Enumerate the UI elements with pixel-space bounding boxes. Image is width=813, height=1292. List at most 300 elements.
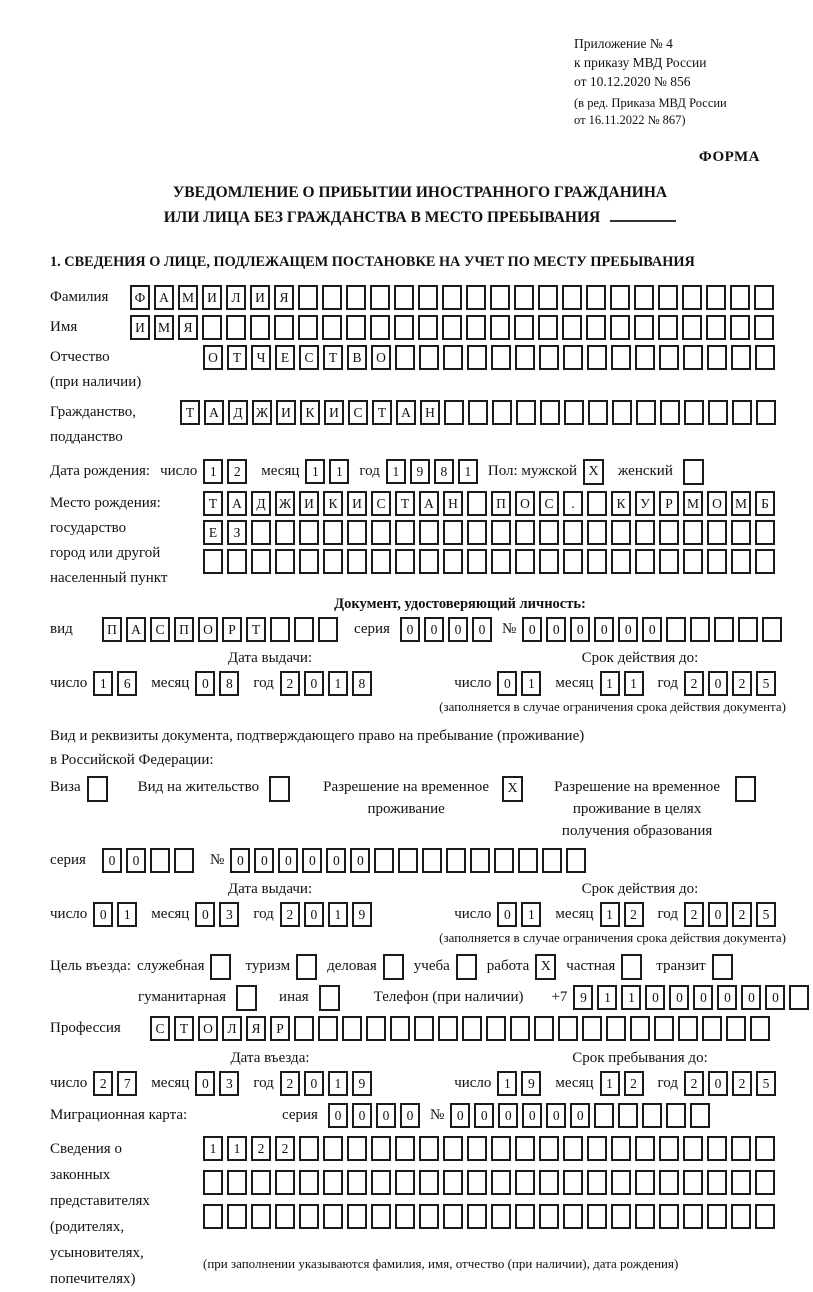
birthdate-month-boxes[interactable] (305, 459, 353, 484)
form-cell[interactable]: 0 (522, 1103, 542, 1128)
form-cell[interactable]: М (154, 315, 174, 340)
form-cell[interactable]: И (276, 400, 296, 425)
form-cell[interactable]: Н (420, 400, 440, 425)
form-cell[interactable]: 0 (570, 1103, 590, 1128)
form-cell[interactable] (418, 315, 438, 340)
form-cell[interactable] (738, 617, 758, 642)
form-cell[interactable]: 0 (400, 617, 420, 642)
migcard-series-boxes[interactable] (328, 1103, 424, 1128)
form-cell[interactable] (275, 549, 295, 574)
form-cell[interactable] (654, 1016, 674, 1041)
form-cell[interactable] (419, 1170, 439, 1195)
form-cell[interactable] (491, 549, 511, 574)
form-cell[interactable] (370, 285, 390, 310)
form-cell[interactable] (539, 549, 559, 574)
form-cell[interactable]: 1 (458, 459, 478, 484)
form-cell[interactable]: 1 (329, 459, 349, 484)
form-cell[interactable]: 0 (230, 848, 250, 873)
form-cell[interactable]: С (150, 1016, 170, 1041)
form-cell[interactable] (789, 985, 809, 1010)
form-cell[interactable]: 2 (732, 1071, 752, 1096)
option-residence-checkbox[interactable] (269, 776, 294, 802)
form-cell[interactable]: Л (226, 285, 246, 310)
form-cell[interactable]: С (539, 491, 559, 516)
form-cell[interactable] (755, 549, 775, 574)
staydoc-issue-month[interactable] (195, 902, 243, 927)
form-cell[interactable]: 8 (352, 671, 372, 696)
form-cell[interactable]: . (563, 491, 583, 516)
form-cell[interactable] (635, 549, 655, 574)
form-cell[interactable] (443, 1204, 463, 1229)
form-cell[interactable]: 6 (117, 671, 137, 696)
form-cell[interactable] (490, 285, 510, 310)
form-cell[interactable]: 0 (304, 1071, 324, 1096)
form-cell[interactable]: И (299, 491, 319, 516)
form-cell[interactable]: Т (372, 400, 392, 425)
form-cell[interactable] (587, 1170, 607, 1195)
staydoc-issue-day[interactable] (93, 902, 141, 927)
form-cell[interactable]: 2 (280, 1071, 300, 1096)
form-cell[interactable]: Т (246, 617, 266, 642)
option-rvp-checkbox[interactable] (502, 776, 527, 802)
form-cell[interactable] (666, 1103, 686, 1128)
form-cell[interactable]: 0 (642, 617, 662, 642)
form-cell[interactable] (87, 776, 108, 802)
form-cell[interactable] (467, 491, 487, 516)
form-cell[interactable]: П (102, 617, 122, 642)
form-cell[interactable]: 2 (684, 902, 704, 927)
form-cell[interactable] (318, 1016, 338, 1041)
form-cell[interactable]: 9 (410, 459, 430, 484)
form-cell[interactable] (539, 520, 559, 545)
form-cell[interactable]: Е (275, 345, 295, 370)
form-cell[interactable] (539, 1170, 559, 1195)
form-cell[interactable]: И (202, 285, 222, 310)
surname-boxes[interactable] (130, 285, 778, 310)
form-cell[interactable]: 0 (645, 985, 665, 1010)
form-cell[interactable]: Р (270, 1016, 290, 1041)
form-cell[interactable] (587, 491, 607, 516)
form-cell[interactable] (515, 345, 535, 370)
form-cell[interactable]: М (683, 491, 703, 516)
form-cell[interactable] (275, 1170, 295, 1195)
form-cell[interactable] (621, 954, 642, 980)
form-cell[interactable]: З (227, 520, 247, 545)
sex-male-checkbox[interactable] (583, 459, 608, 485)
form-cell[interactable]: Т (174, 1016, 194, 1041)
form-cell[interactable] (418, 285, 438, 310)
form-cell[interactable] (708, 400, 728, 425)
form-cell[interactable] (374, 848, 394, 873)
form-cell[interactable] (566, 848, 586, 873)
form-cell[interactable] (587, 345, 607, 370)
form-cell[interactable] (438, 1016, 458, 1041)
form-cell[interactable] (510, 1016, 530, 1041)
form-cell[interactable] (466, 315, 486, 340)
form-cell[interactable]: 0 (254, 848, 274, 873)
form-cell[interactable]: 0 (693, 985, 713, 1010)
form-cell[interactable]: А (154, 285, 174, 310)
form-cell[interactable]: О (203, 345, 223, 370)
form-cell[interactable]: 1 (203, 1136, 223, 1161)
form-cell[interactable]: 1 (117, 902, 137, 927)
form-cell[interactable] (515, 1204, 535, 1229)
form-cell[interactable]: 0 (350, 848, 370, 873)
form-cell[interactable] (470, 848, 490, 873)
form-cell[interactable] (275, 1204, 295, 1229)
form-cell[interactable] (534, 1016, 554, 1041)
form-cell[interactable] (443, 1136, 463, 1161)
form-cell[interactable] (371, 1204, 391, 1229)
form-cell[interactable]: К (300, 400, 320, 425)
form-cell[interactable] (203, 1170, 223, 1195)
form-cell[interactable] (563, 549, 583, 574)
form-cell[interactable]: 1 (521, 671, 541, 696)
form-cell[interactable] (682, 285, 702, 310)
form-cell[interactable]: 1 (203, 459, 223, 484)
form-cell[interactable] (542, 848, 562, 873)
representatives-boxes-row2[interactable] (203, 1170, 779, 1195)
form-cell[interactable] (714, 617, 734, 642)
form-cell[interactable] (371, 520, 391, 545)
form-cell[interactable]: 0 (326, 848, 346, 873)
form-cell[interactable] (762, 617, 782, 642)
form-cell[interactable] (678, 1016, 698, 1041)
form-cell[interactable] (251, 1204, 271, 1229)
form-cell[interactable]: 2 (93, 1071, 113, 1096)
form-cell[interactable]: 1 (227, 1136, 247, 1161)
form-cell[interactable] (563, 1170, 583, 1195)
form-cell[interactable] (371, 549, 391, 574)
form-cell[interactable]: У (635, 491, 655, 516)
form-cell[interactable] (486, 1016, 506, 1041)
form-cell[interactable]: 0 (669, 985, 689, 1010)
form-cell[interactable]: И (130, 315, 150, 340)
form-cell[interactable]: 0 (594, 617, 614, 642)
form-cell[interactable] (419, 1204, 439, 1229)
form-cell[interactable] (735, 776, 756, 802)
form-cell[interactable]: С (371, 491, 391, 516)
form-cell[interactable] (563, 1204, 583, 1229)
form-cell[interactable] (318, 617, 338, 642)
form-cell[interactable] (466, 285, 486, 310)
form-cell[interactable] (562, 315, 582, 340)
form-cell[interactable] (707, 1204, 727, 1229)
form-cell[interactable] (754, 315, 774, 340)
form-cell[interactable] (731, 549, 751, 574)
form-cell[interactable] (611, 345, 631, 370)
form-cell[interactable] (540, 400, 560, 425)
form-cell[interactable] (298, 285, 318, 310)
form-cell[interactable] (394, 285, 414, 310)
form-cell[interactable] (494, 848, 514, 873)
form-cell[interactable] (390, 1016, 410, 1041)
form-cell[interactable] (323, 1136, 343, 1161)
form-cell[interactable]: 9 (352, 902, 372, 927)
form-cell[interactable] (371, 1136, 391, 1161)
form-cell[interactable] (690, 617, 710, 642)
form-cell[interactable]: 3 (219, 902, 239, 927)
form-cell[interactable] (635, 520, 655, 545)
form-cell[interactable]: М (731, 491, 751, 516)
form-cell[interactable] (227, 1204, 247, 1229)
form-cell[interactable]: О (198, 1016, 218, 1041)
form-cell[interactable]: 0 (498, 1103, 518, 1128)
form-cell[interactable]: 0 (448, 617, 468, 642)
iddoc-number-boxes[interactable] (522, 617, 786, 642)
form-cell[interactable] (562, 285, 582, 310)
form-cell[interactable]: А (396, 400, 416, 425)
iddoc-issue-day[interactable] (93, 671, 141, 696)
form-cell[interactable] (323, 520, 343, 545)
form-cell[interactable] (707, 549, 727, 574)
citizenship-boxes[interactable] (180, 400, 780, 425)
form-cell[interactable]: 9 (352, 1071, 372, 1096)
form-cell[interactable]: 0 (741, 985, 761, 1010)
form-cell[interactable] (346, 315, 366, 340)
form-cell[interactable] (618, 1103, 638, 1128)
form-cell[interactable] (467, 345, 487, 370)
form-cell[interactable] (635, 345, 655, 370)
form-cell[interactable]: 2 (227, 459, 247, 484)
purpose-study-checkbox[interactable] (456, 954, 481, 980)
form-cell[interactable]: 0 (304, 902, 324, 927)
form-cell[interactable] (443, 520, 463, 545)
form-cell[interactable]: Я (178, 315, 198, 340)
form-cell[interactable]: 0 (474, 1103, 494, 1128)
form-cell[interactable] (467, 549, 487, 574)
form-cell[interactable] (467, 1204, 487, 1229)
form-cell[interactable] (706, 315, 726, 340)
staydoc-number-boxes[interactable] (230, 848, 590, 873)
form-cell[interactable] (587, 1204, 607, 1229)
form-cell[interactable]: О (707, 491, 727, 516)
form-cell[interactable]: Т (227, 345, 247, 370)
form-cell[interactable]: К (323, 491, 343, 516)
purpose-private-checkbox[interactable] (621, 954, 646, 980)
form-cell[interactable] (634, 315, 654, 340)
form-cell[interactable] (635, 1170, 655, 1195)
form-cell[interactable] (419, 1136, 439, 1161)
form-cell[interactable]: Д (228, 400, 248, 425)
purpose-transit-checkbox[interactable] (712, 954, 737, 980)
form-cell[interactable] (422, 848, 442, 873)
form-cell[interactable]: 9 (573, 985, 593, 1010)
form-cell[interactable]: 2 (624, 902, 644, 927)
form-cell[interactable]: Т (203, 491, 223, 516)
form-cell[interactable]: Д (251, 491, 271, 516)
form-cell[interactable]: 0 (328, 1103, 348, 1128)
stay-until-month[interactable] (600, 1071, 648, 1096)
form-cell[interactable] (563, 345, 583, 370)
purpose-tourism-checkbox[interactable] (296, 954, 321, 980)
form-cell[interactable] (539, 1136, 559, 1161)
form-cell[interactable] (294, 617, 314, 642)
iddoc-valid-year[interactable] (684, 671, 780, 696)
form-cell[interactable]: 0 (717, 985, 737, 1010)
form-cell[interactable] (610, 285, 630, 310)
form-cell[interactable] (538, 315, 558, 340)
form-cell[interactable]: 2 (684, 1071, 704, 1096)
form-cell[interactable] (731, 1170, 751, 1195)
form-cell[interactable]: Л (222, 1016, 242, 1041)
form-cell[interactable]: 0 (93, 902, 113, 927)
form-cell[interactable] (659, 1136, 679, 1161)
form-cell[interactable] (539, 1204, 559, 1229)
form-cell[interactable] (707, 1170, 727, 1195)
form-cell[interactable] (446, 848, 466, 873)
form-cell[interactable] (323, 1170, 343, 1195)
form-cell[interactable] (659, 1170, 679, 1195)
form-cell[interactable] (515, 1136, 535, 1161)
form-cell[interactable] (275, 520, 295, 545)
birthplace-boxes-row3[interactable] (203, 549, 779, 574)
form-cell[interactable]: 1 (521, 902, 541, 927)
form-cell[interactable] (299, 549, 319, 574)
form-cell[interactable]: X (502, 776, 523, 802)
form-cell[interactable] (236, 985, 257, 1011)
form-cell[interactable] (683, 520, 703, 545)
form-cell[interactable]: 0 (126, 848, 146, 873)
form-cell[interactable] (563, 520, 583, 545)
form-cell[interactable] (515, 1170, 535, 1195)
form-cell[interactable]: 7 (117, 1071, 137, 1096)
form-cell[interactable] (419, 345, 439, 370)
form-cell[interactable] (443, 549, 463, 574)
form-cell[interactable] (682, 315, 702, 340)
form-cell[interactable] (515, 520, 535, 545)
form-cell[interactable] (731, 345, 751, 370)
birthdate-day-boxes[interactable] (203, 459, 251, 484)
form-cell[interactable]: 1 (600, 902, 620, 927)
form-cell[interactable] (491, 520, 511, 545)
form-cell[interactable] (707, 1136, 727, 1161)
entry-day[interactable] (93, 1071, 141, 1096)
form-cell[interactable]: И (347, 491, 367, 516)
form-cell[interactable]: 0 (302, 848, 322, 873)
form-cell[interactable] (683, 1170, 703, 1195)
patronymic-boxes[interactable] (203, 345, 779, 370)
form-cell[interactable]: Н (443, 491, 463, 516)
phone-boxes[interactable] (573, 985, 813, 1010)
form-cell[interactable]: 5 (756, 671, 776, 696)
form-cell[interactable]: 1 (597, 985, 617, 1010)
form-cell[interactable] (538, 285, 558, 310)
form-cell[interactable] (587, 549, 607, 574)
form-cell[interactable] (395, 549, 415, 574)
form-cell[interactable] (514, 285, 534, 310)
form-cell[interactable]: 1 (621, 985, 641, 1010)
staydoc-valid-day[interactable] (497, 902, 545, 927)
form-cell[interactable] (347, 520, 367, 545)
form-cell[interactable] (462, 1016, 482, 1041)
form-cell[interactable]: 2 (275, 1136, 295, 1161)
form-cell[interactable] (323, 1204, 343, 1229)
form-cell[interactable] (383, 954, 404, 980)
form-cell[interactable] (174, 848, 194, 873)
form-cell[interactable]: 0 (400, 1103, 420, 1128)
form-cell[interactable] (690, 1103, 710, 1128)
form-cell[interactable]: А (419, 491, 439, 516)
form-cell[interactable]: 2 (280, 671, 300, 696)
form-cell[interactable]: 0 (278, 848, 298, 873)
form-cell[interactable] (366, 1016, 386, 1041)
form-cell[interactable] (558, 1016, 578, 1041)
form-cell[interactable]: 1 (328, 902, 348, 927)
form-cell[interactable] (270, 617, 290, 642)
form-cell[interactable]: 0 (352, 1103, 372, 1128)
form-cell[interactable]: М (178, 285, 198, 310)
firstname-boxes[interactable] (130, 315, 778, 340)
form-cell[interactable]: П (491, 491, 511, 516)
form-cell[interactable] (274, 315, 294, 340)
form-cell[interactable] (702, 1016, 722, 1041)
form-cell[interactable] (731, 1204, 751, 1229)
form-cell[interactable] (726, 1016, 746, 1041)
form-cell[interactable]: 0 (102, 848, 122, 873)
form-cell[interactable]: С (299, 345, 319, 370)
representatives-boxes-row1[interactable] (203, 1136, 779, 1161)
form-cell[interactable]: 1 (497, 1071, 517, 1096)
form-cell[interactable] (755, 1204, 775, 1229)
form-cell[interactable]: Т (180, 400, 200, 425)
form-cell[interactable]: 0 (497, 671, 517, 696)
form-cell[interactable] (443, 345, 463, 370)
form-cell[interactable] (683, 1204, 703, 1229)
form-cell[interactable] (347, 1136, 367, 1161)
form-cell[interactable] (683, 345, 703, 370)
form-cell[interactable] (370, 315, 390, 340)
form-cell[interactable] (419, 549, 439, 574)
stay-until-day[interactable] (497, 1071, 545, 1096)
form-cell[interactable]: И (324, 400, 344, 425)
form-cell[interactable]: X (535, 954, 556, 980)
form-cell[interactable] (203, 549, 223, 574)
form-cell[interactable]: Ж (275, 491, 295, 516)
form-cell[interactable]: Ч (251, 345, 271, 370)
form-cell[interactable]: Т (395, 491, 415, 516)
form-cell[interactable] (398, 848, 418, 873)
form-cell[interactable]: 0 (195, 671, 215, 696)
staydoc-series-boxes[interactable] (102, 848, 198, 873)
form-cell[interactable] (755, 345, 775, 370)
form-cell[interactable]: 0 (497, 902, 517, 927)
form-cell[interactable] (294, 1016, 314, 1041)
form-cell[interactable]: Я (246, 1016, 266, 1041)
form-cell[interactable] (730, 315, 750, 340)
form-cell[interactable] (269, 776, 290, 802)
form-cell[interactable] (299, 1204, 319, 1229)
form-cell[interactable] (419, 520, 439, 545)
form-cell[interactable] (636, 400, 656, 425)
form-cell[interactable] (210, 954, 231, 980)
form-cell[interactable]: Ж (252, 400, 272, 425)
purpose-humanitarian-checkbox[interactable] (236, 985, 261, 1011)
form-cell[interactable] (712, 954, 733, 980)
form-cell[interactable] (594, 1103, 614, 1128)
form-cell[interactable] (467, 1170, 487, 1195)
representatives-boxes-row3[interactable] (203, 1204, 779, 1229)
form-cell[interactable]: О (198, 617, 218, 642)
form-cell[interactable] (659, 549, 679, 574)
form-cell[interactable] (587, 1136, 607, 1161)
form-cell[interactable]: 1 (305, 459, 325, 484)
form-cell[interactable] (203, 1204, 223, 1229)
form-cell[interactable]: Б (755, 491, 775, 516)
form-cell[interactable] (588, 400, 608, 425)
form-cell[interactable]: 1 (93, 671, 113, 696)
form-cell[interactable] (227, 1170, 247, 1195)
